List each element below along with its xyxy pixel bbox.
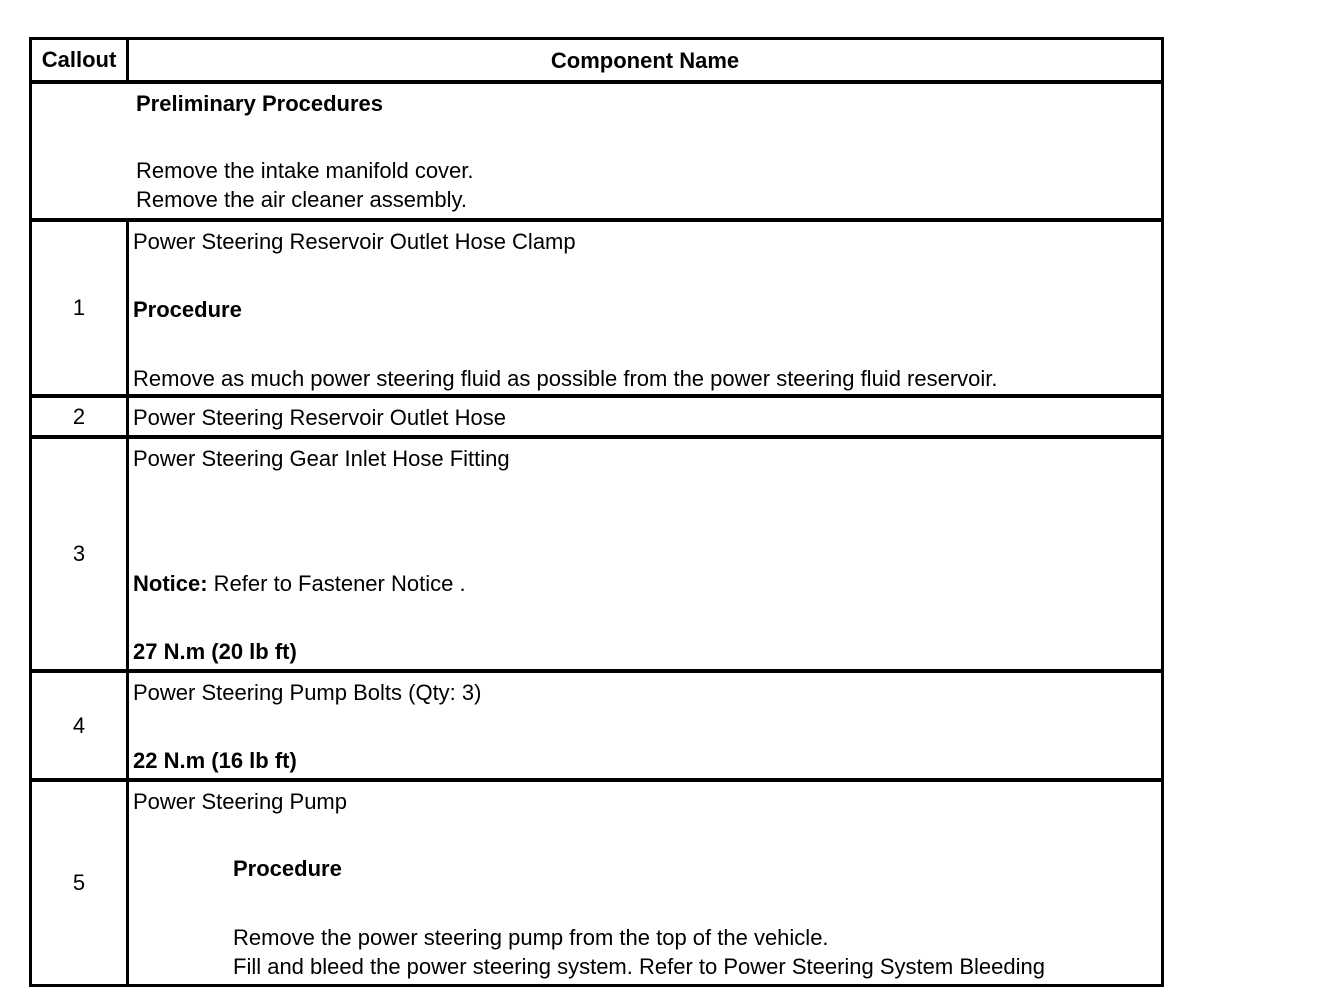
column-divider <box>126 398 129 435</box>
table-row <box>32 398 1161 439</box>
column-divider <box>126 439 129 669</box>
header-callout: Callout <box>41 47 117 72</box>
column-divider <box>126 782 129 984</box>
column-divider <box>126 222 129 394</box>
header-component-name: Component Name <box>550 48 740 73</box>
callout-number: 1 <box>72 295 86 320</box>
procedure-label: Procedure <box>133 297 242 322</box>
component-name: Power Steering Pump Bolts (Qty: 3) <box>133 680 482 705</box>
notice-label: Notice: <box>133 571 208 596</box>
procedure-text: Fill and bleed the power steering system. Refer to Power Steering System Bleeding <box>233 954 1045 979</box>
callout-number: 4 <box>72 712 86 738</box>
torque-spec: 22 N.m (16 lb ft) <box>133 748 297 773</box>
table-row <box>32 222 1161 398</box>
preliminary-row <box>32 84 1161 222</box>
component-name: Power Steering Reservoir Outlet Hose Clamp <box>133 229 576 254</box>
preliminary-line: Remove the intake manifold cover. <box>136 158 474 183</box>
component-name: Power Steering Pump <box>133 789 347 814</box>
preliminary-line: Remove the air cleaner assembly. <box>136 187 467 212</box>
torque-spec: 27 N.m (20 lb ft) <box>133 639 297 664</box>
callout-number: 3 <box>72 541 86 566</box>
table-row <box>32 673 1161 782</box>
procedure-text: Remove the power steering pump from the top of the vehicle. <box>233 925 829 950</box>
header-row <box>32 40 1161 84</box>
component-name: Power Steering Gear Inlet Hose Fitting <box>133 446 510 471</box>
notice-line <box>133 571 466 597</box>
table-row <box>32 782 1161 984</box>
preliminary-title: Preliminary Procedures <box>136 91 384 116</box>
notice-text: Refer to Fastener Notice . <box>207 571 466 596</box>
component-name: Power Steering Reservoir Outlet Hose <box>133 405 506 430</box>
procedure-text: Remove as much power steering fluid as possible from the power steering fluid reservoir. <box>133 366 998 391</box>
column-divider <box>126 673 129 778</box>
callout-number: 5 <box>72 870 86 895</box>
callout-number: 2 <box>72 403 86 429</box>
table-row <box>32 439 1161 673</box>
procedure-table <box>29 37 1164 987</box>
procedure-label: Procedure <box>233 856 342 881</box>
